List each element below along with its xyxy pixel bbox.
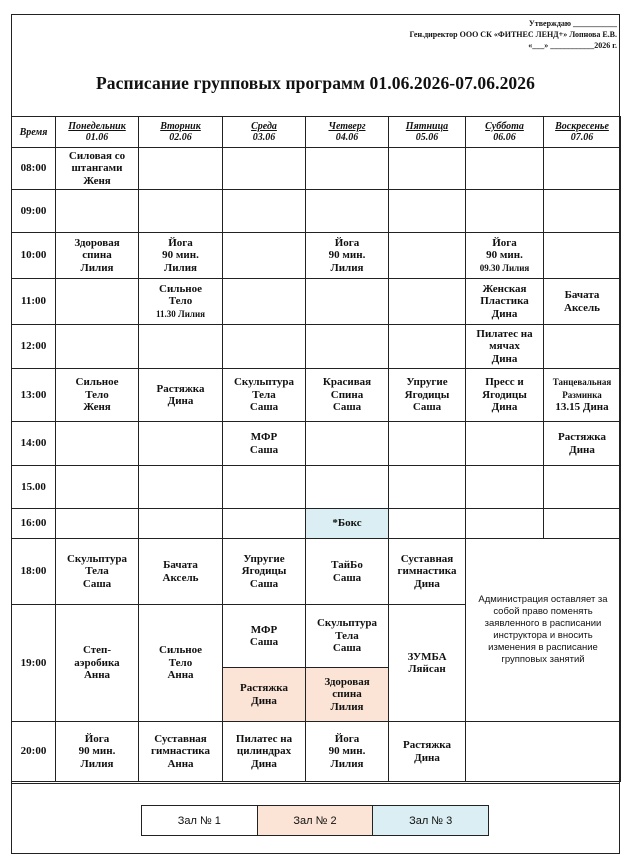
class-line: Тела <box>335 629 359 642</box>
day-header-thu <box>306 117 389 148</box>
class-cell <box>306 722 389 782</box>
class-line: Бачата <box>163 559 198 571</box>
day-date: 01.06 <box>85 132 109 143</box>
class-line: спина <box>82 249 112 262</box>
class-line: МФР <box>250 431 278 443</box>
empty-cell <box>544 233 621 279</box>
empty-cell <box>223 325 306 369</box>
legend-hall-3: Зал № 3 <box>373 806 488 835</box>
empty-cell <box>223 279 306 325</box>
empty-cell <box>306 422 389 466</box>
class-cell <box>139 722 223 782</box>
class-line: Пилатес на <box>476 327 533 340</box>
class-line: Бачата <box>564 289 600 301</box>
empty-cell <box>544 190 621 233</box>
empty-cell <box>56 279 139 325</box>
time-cell: 11:00 <box>12 279 56 325</box>
class-line: Женя <box>83 174 111 187</box>
day-date: 05.06 <box>415 132 439 143</box>
class-cell <box>389 722 466 782</box>
class-line: аэробика <box>74 656 120 669</box>
class-line: спина <box>332 688 362 701</box>
empty-cell <box>389 148 466 190</box>
class-line: Анна <box>167 669 194 682</box>
class-line: Спина <box>330 388 364 401</box>
empty-cell <box>544 325 621 369</box>
class-line: Суставная <box>400 552 454 565</box>
day-header-tue <box>139 117 223 148</box>
class-line: Пресс и <box>485 376 524 389</box>
class-cell <box>56 369 139 422</box>
day-name: Воскресенье <box>555 121 609 132</box>
time-header <box>12 117 56 148</box>
class-line: Дина <box>491 352 518 365</box>
legend-hall-1: Зал № 1 <box>142 806 258 835</box>
time-cell: 20:00 <box>12 722 56 782</box>
class-line: Анна <box>167 757 194 770</box>
class-line: Упругие <box>243 552 285 565</box>
empty-cell <box>466 190 544 233</box>
empty-cell <box>139 509 223 539</box>
class-line: штангами <box>71 162 123 175</box>
class-line: мячах <box>489 340 520 353</box>
class-line: Силовая со <box>68 149 126 162</box>
class-line: ТайБо <box>331 559 363 571</box>
class-line: Упругие <box>406 376 448 389</box>
class-line: Лилия <box>330 261 364 274</box>
empty-cell <box>544 509 621 539</box>
class-line: Суставная <box>154 732 207 745</box>
class-line: Лилия <box>330 700 364 713</box>
approval-block <box>409 18 617 51</box>
hall-legend <box>141 805 489 836</box>
class-cell <box>223 422 306 466</box>
class-cell <box>466 369 544 422</box>
empty-cell <box>466 722 621 782</box>
class-line: Саша <box>249 401 279 414</box>
class-line: 90 мин. <box>486 249 523 262</box>
class-line: Саша <box>332 642 362 655</box>
class-line: Здоровая <box>74 236 120 249</box>
class-line: 13.15 Дина <box>555 401 609 414</box>
class-line: Саша <box>249 443 279 456</box>
class-cell <box>223 605 306 668</box>
time-cell: 13:00 <box>12 369 56 422</box>
class-line: Женская <box>482 282 527 295</box>
legend-hall-2: Зал № 2 <box>258 806 374 835</box>
time-cell: 09:00 <box>12 190 56 233</box>
class-line: Растяжка <box>558 431 606 443</box>
class-cell <box>306 369 389 422</box>
class-line: Саша <box>249 577 279 590</box>
time-cell: 18:00 <box>12 539 56 605</box>
class-line: Дина <box>491 401 518 414</box>
empty-cell <box>139 148 223 190</box>
class-cell <box>306 509 389 539</box>
row-1500 <box>12 466 621 509</box>
class-line: Дина <box>414 577 440 590</box>
class-cell <box>466 233 544 279</box>
approval-line-3: «___» ___________2026 г. <box>528 41 617 50</box>
empty-cell <box>223 190 306 233</box>
day-date: 03.06 <box>252 132 276 143</box>
class-cell <box>544 279 621 325</box>
class-line: Йога <box>168 236 193 249</box>
empty-cell <box>306 279 389 325</box>
class-cell <box>223 668 306 722</box>
day-date: 06.06 <box>493 132 516 143</box>
class-line: Аксель <box>564 301 600 314</box>
class-cell <box>544 422 621 466</box>
class-line: Ягодицы <box>482 388 527 401</box>
class-line: Ягодицы <box>404 388 450 401</box>
time-header-label: Время <box>19 126 48 138</box>
class-cell <box>306 668 389 722</box>
class-line: Дина <box>251 757 277 770</box>
time-cell: 08:00 <box>12 148 56 190</box>
class-line: МФР <box>250 623 278 636</box>
class-cell <box>56 539 139 605</box>
empty-cell <box>139 325 223 369</box>
day-name: Четверг <box>328 121 366 132</box>
empty-cell <box>56 325 139 369</box>
class-line: Дина <box>491 307 518 320</box>
class-cell <box>139 233 223 279</box>
class-line: Сильное <box>159 644 202 657</box>
class-line: Степ- <box>82 644 112 657</box>
empty-cell <box>389 422 466 466</box>
page-title: Расписание групповых программ 01.06.2026-07.06.2026 <box>96 73 535 93</box>
day-header-sat <box>466 117 544 148</box>
empty-cell <box>389 509 466 539</box>
time-cell: 19:00 <box>12 605 56 722</box>
row-2000 <box>12 722 621 782</box>
empty-cell <box>223 466 306 509</box>
row-1400 <box>12 422 621 466</box>
class-cell <box>306 233 389 279</box>
time-cell: 10:00 <box>12 233 56 279</box>
time-cell: 15.00 <box>12 466 56 509</box>
class-line: гимнастика <box>151 745 210 758</box>
class-line: Тело <box>168 295 193 308</box>
empty-cell <box>544 466 621 509</box>
approval-line-2: Ген.директор ООО СК «ФИТНЕС ЛЕНД+» Лопнова Е.В. <box>409 30 617 39</box>
class-cell <box>389 605 466 722</box>
empty-cell <box>223 509 306 539</box>
class-line: Растяжка <box>403 739 451 751</box>
class-cell <box>223 369 306 422</box>
schedule-table <box>11 116 621 782</box>
class-cell <box>223 539 306 605</box>
class-line: Скульптура <box>66 552 128 565</box>
empty-cell <box>306 190 389 233</box>
class-cell <box>544 369 621 422</box>
class-line: Саша <box>332 401 362 414</box>
empty-cell <box>466 466 544 509</box>
day-date: 07.06 <box>570 132 594 143</box>
day-name: Понедельник <box>68 121 126 132</box>
class-line: Анна <box>83 669 111 682</box>
class-cell <box>139 605 223 722</box>
class-line: Пилатес на <box>235 732 293 745</box>
empty-cell <box>139 190 223 233</box>
class-line: 90 мин. <box>328 249 366 262</box>
empty-cell <box>389 466 466 509</box>
empty-cell <box>544 148 621 190</box>
class-line: 90 мин. <box>162 249 199 262</box>
day-name: Вторник <box>160 121 201 132</box>
class-line: Лилия <box>80 261 114 274</box>
class-line: Ягодицы <box>241 565 287 578</box>
class-line: Йога <box>334 236 360 249</box>
class-line: ЗУМБА <box>407 650 447 663</box>
class-line: Йога <box>492 236 517 249</box>
row-1000 <box>12 233 621 279</box>
class-line: Дина <box>414 751 440 764</box>
empty-cell <box>56 466 139 509</box>
admin-note: Администрация оставляет за собой право поменять заявленного в расписании инструктора и вносить изменения в расписание групповых занятий <box>466 539 621 722</box>
class-line: 90 мин. <box>328 745 366 758</box>
class-line: Женя <box>83 401 111 414</box>
class-line: Сильное <box>75 376 119 389</box>
class-line: Дина <box>251 694 277 707</box>
row-1200 <box>12 325 621 369</box>
class-line: Здоровая <box>324 675 370 688</box>
class-cell <box>223 722 306 782</box>
class-line: 90 мин. <box>78 745 116 758</box>
empty-cell <box>389 190 466 233</box>
class-line: Сильное <box>159 282 202 295</box>
empty-cell <box>466 148 544 190</box>
class-line: Скульптура <box>316 617 378 630</box>
empty-cell <box>466 422 544 466</box>
class-line: Ляйсан <box>408 663 446 675</box>
class-cell <box>389 369 466 422</box>
day-header-wed <box>223 117 306 148</box>
class-line: Пластика <box>480 295 529 308</box>
class-line: 11.30 Лилия <box>156 308 205 319</box>
empty-cell <box>389 325 466 369</box>
class-cell <box>466 325 544 369</box>
class-cell <box>389 539 466 605</box>
class-line: Тела <box>85 565 109 578</box>
class-line: Саша <box>412 401 442 414</box>
empty-cell <box>139 466 223 509</box>
class-line: Дина <box>167 395 194 407</box>
class-line: Скульптура <box>233 376 295 389</box>
empty-cell <box>306 466 389 509</box>
row-1800 <box>12 539 621 605</box>
class-line: 09.30 Лилия <box>479 262 530 273</box>
day-header-mon <box>56 117 139 148</box>
class-line: Саша <box>249 636 279 648</box>
approval-line-1: Утверждаю ___________ <box>528 19 617 28</box>
class-cell <box>139 539 223 605</box>
class-line: *Бокс <box>332 517 362 530</box>
row-0800 <box>12 148 621 190</box>
day-name: Пятница <box>405 121 449 132</box>
empty-cell <box>466 509 544 539</box>
class-line: Саша <box>332 571 362 584</box>
class-cell <box>56 605 139 722</box>
class-line: Тело <box>168 656 193 669</box>
class-line: цилиндрах <box>236 745 292 758</box>
class-line: Лилия <box>330 757 364 770</box>
time-cell: 14:00 <box>12 422 56 466</box>
empty-cell <box>223 233 306 279</box>
class-line: Лилия <box>164 261 197 274</box>
day-name: Среда <box>251 121 277 132</box>
class-cell <box>466 279 544 325</box>
row-1600 <box>12 509 621 539</box>
day-header-sun <box>544 117 621 148</box>
class-line: Танцевальная <box>552 377 612 388</box>
time-cell: 16:00 <box>12 509 56 539</box>
class-line: Аксель <box>162 571 199 584</box>
time-cell: 12:00 <box>12 325 56 369</box>
class-cell <box>306 539 389 605</box>
class-line: Йога <box>84 732 110 745</box>
day-date: 04.06 <box>335 132 359 143</box>
class-line: Тела <box>252 388 276 401</box>
class-cell <box>139 279 223 325</box>
class-cell <box>56 148 139 190</box>
empty-cell <box>389 233 466 279</box>
empty-cell <box>56 190 139 233</box>
day-date: 02.06 <box>169 132 192 143</box>
row-0900 <box>12 190 621 233</box>
class-cell <box>56 722 139 782</box>
class-line: Лилия <box>80 757 114 770</box>
day-name: Суббота <box>485 121 524 132</box>
header-row <box>12 117 621 148</box>
day-header-fri <box>389 117 466 148</box>
empty-cell <box>389 279 466 325</box>
class-line: Разминка <box>562 389 602 400</box>
class-line: гимнастика <box>397 565 457 578</box>
class-line: Дина <box>569 443 595 456</box>
empty-cell <box>56 509 139 539</box>
empty-cell <box>56 422 139 466</box>
class-line: Йога <box>334 732 360 745</box>
class-cell <box>56 233 139 279</box>
row-1300 <box>12 369 621 422</box>
class-line: Растяжка <box>156 382 205 395</box>
empty-cell <box>306 325 389 369</box>
class-line: Тело <box>85 388 109 401</box>
footer-divider <box>11 783 620 784</box>
empty-cell <box>223 148 306 190</box>
class-line: Растяжка <box>240 682 288 694</box>
empty-cell <box>139 422 223 466</box>
row-1100 <box>12 279 621 325</box>
class-cell <box>306 605 389 668</box>
class-line: Саша <box>82 577 112 590</box>
empty-cell <box>306 148 389 190</box>
class-cell <box>139 369 223 422</box>
class-line: Красивая <box>322 376 372 389</box>
